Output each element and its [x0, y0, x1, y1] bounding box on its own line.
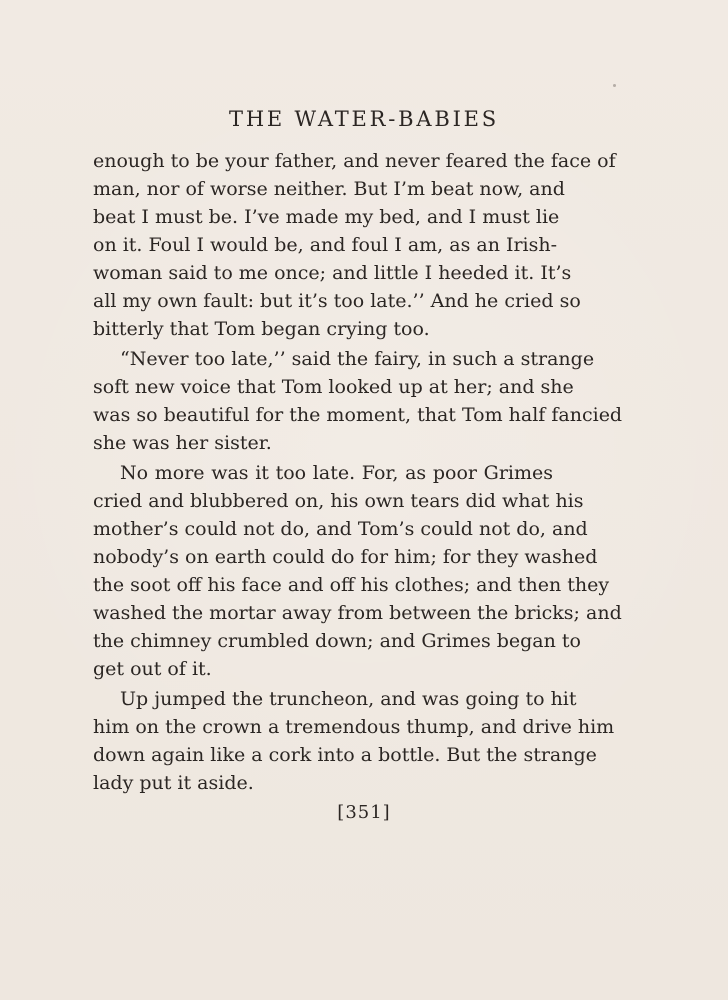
text-line: get out of it. [93, 658, 212, 680]
page-number: [351] [337, 802, 391, 823]
text-line: enough to be your father, and never feared the face of [93, 150, 616, 172]
text-line: she was her sister. [93, 432, 272, 454]
text-line: soft new voice that Tom looked up at her; and she [93, 376, 574, 398]
paper-speck [613, 84, 616, 87]
text-line: mother’s could not do, and Tom’s could not do, and [93, 518, 588, 540]
text-line: was so beautiful for the moment, that Tom half fancied [93, 404, 623, 426]
paragraph-2 [93, 345, 623, 457]
text-line: on it. Foul I would be, and foul I am, as an Irish- [93, 234, 558, 256]
text-line: lady put it aside. [93, 772, 254, 794]
running-head: THE WATER-BABIES [229, 107, 499, 131]
text-line: nobody’s on earth could do for him; for they washed [93, 546, 598, 568]
text-line: beat I must be. I’ve made my bed, and I must lie [93, 206, 560, 228]
text-line: him on the crown a tremendous thump, and drive him [93, 716, 615, 738]
paragraph-3 [93, 459, 622, 683]
text-line: cried and blubbered on, his own tears did what his [93, 490, 584, 512]
text-line: all my own fault: but it’s too late.’’ And he cried so [93, 290, 581, 312]
text-line: washed the mortar away from between the bricks; and [93, 602, 622, 624]
text-line: man, nor of worse neither. But I’m beat now, and [93, 178, 565, 200]
text-line: No more was it too late. For, as poor Grimes [120, 462, 553, 484]
body-text [93, 147, 623, 797]
paragraph-1 [93, 147, 616, 343]
text-line: Up jumped the truncheon, and was going to hit [120, 688, 577, 710]
paragraph-4 [93, 685, 615, 797]
text-line: “Never too late,’’ said the fairy, in such a strange [120, 348, 595, 370]
text-line: woman said to me once; and little I heeded it. It’s [93, 262, 572, 284]
text-line: the soot off his face and off his clothes; and then they [93, 574, 610, 596]
text-line: the chimney crumbled down; and Grimes began to [93, 630, 581, 652]
text-line: bitterly that Tom began crying too. [93, 318, 430, 340]
text-line: down again like a cork into a bottle. But the strange [93, 744, 597, 766]
